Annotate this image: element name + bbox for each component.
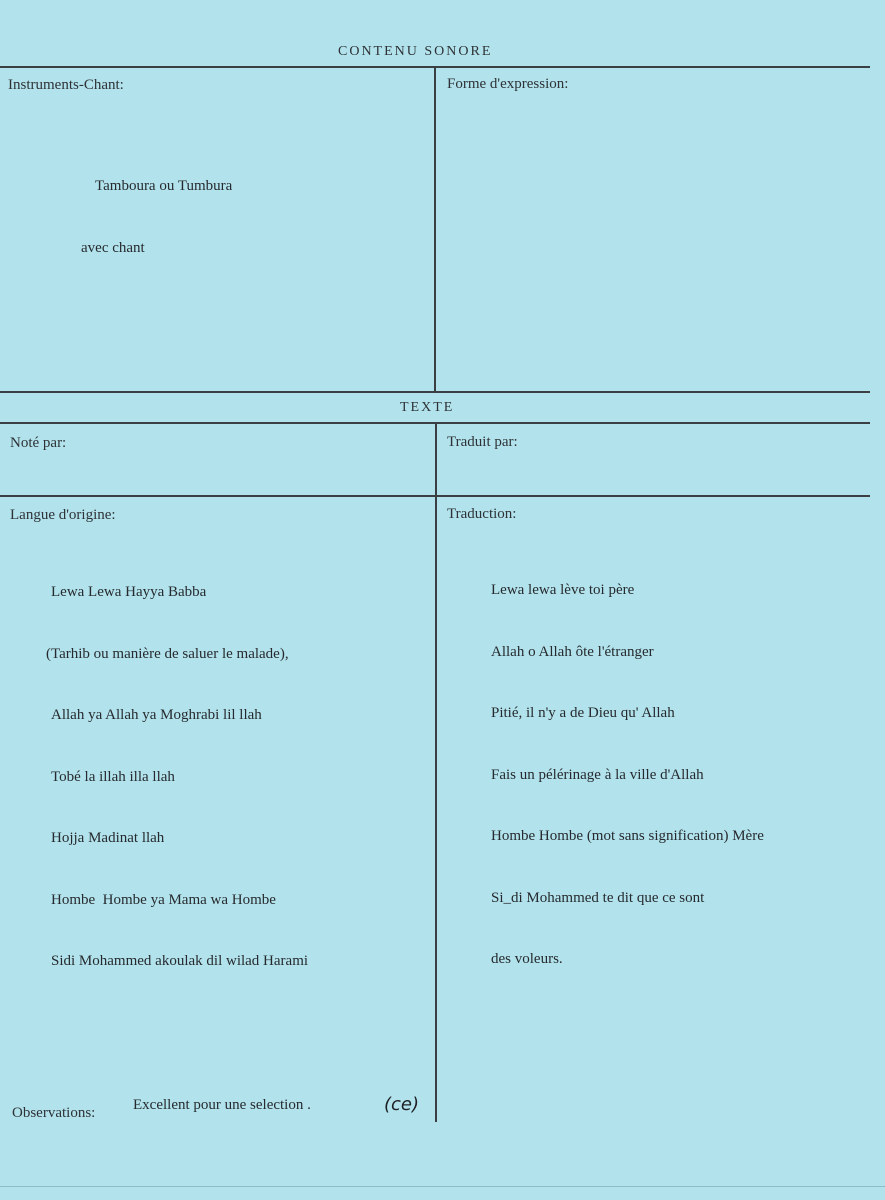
handwritten-initials: (ce) — [384, 1094, 420, 1115]
translation-line-4: Fais un pélérinage à la ville d'Allah — [491, 766, 704, 783]
translation-line-2: Allah o Allah ôte l'étranger — [491, 643, 654, 660]
origin-line-7: Sidi Mohammed akoulak dil wilad Harami — [51, 953, 309, 969]
instruments-chant-value — [81, 135, 233, 299]
traduction-text — [491, 539, 764, 1011]
translation-line-5: Hombe Hombe (mot sans signification) Mère — [491, 828, 764, 844]
label-langue-origine: Langue d'origine: — [10, 507, 116, 523]
instruments-line-1: Tamboura ou Tumbura — [95, 178, 233, 194]
translation-line-1: Lewa lewa lève toi père — [491, 582, 635, 598]
rule-contenu-bottom — [0, 391, 870, 393]
langue-origine-text — [46, 541, 309, 1013]
section-heading-contenu-sonore: CONTENU SONORE — [338, 44, 493, 59]
translation-line-6: Si_di Mohammed te dit que ce sont — [491, 889, 705, 906]
section-heading-texte: TEXTE — [400, 400, 455, 415]
label-traduction: Traduction: — [447, 506, 517, 522]
label-traduit-par: Traduit par: — [447, 434, 518, 450]
origin-line-6: Hombe Hombe ya Mama wa Hombe — [51, 891, 276, 908]
origin-line-4: Tobé la illah illa llah — [51, 768, 175, 785]
origin-line-5: Hojja Madinat llah — [51, 830, 165, 846]
origin-line-3: Allah ya Allah ya Moghrabi lil llah — [51, 707, 262, 723]
translation-line-7: des voleurs. — [491, 951, 563, 967]
divider-upper — [434, 66, 436, 391]
divider-lower — [435, 422, 437, 1122]
translation-line-3: Pitié, il n'y a de Dieu qu' Allah — [491, 705, 675, 721]
label-forme-expression: Forme d'expression: — [447, 76, 569, 92]
label-note-par: Noté par: — [10, 435, 67, 451]
instruments-line-2: avec chant — [81, 239, 145, 256]
label-observations: Observations: — [12, 1105, 96, 1121]
origin-line-2: (Tarhib ou manière de saluer le malade), — [46, 645, 289, 662]
rule-bottom — [0, 1186, 885, 1187]
observations-value: Excellent pour une selection . — [133, 1097, 311, 1113]
label-instruments-chant: Instruments-Chant: — [8, 77, 124, 93]
origin-line-1: Lewa Lewa Hayya Babba — [51, 584, 207, 600]
